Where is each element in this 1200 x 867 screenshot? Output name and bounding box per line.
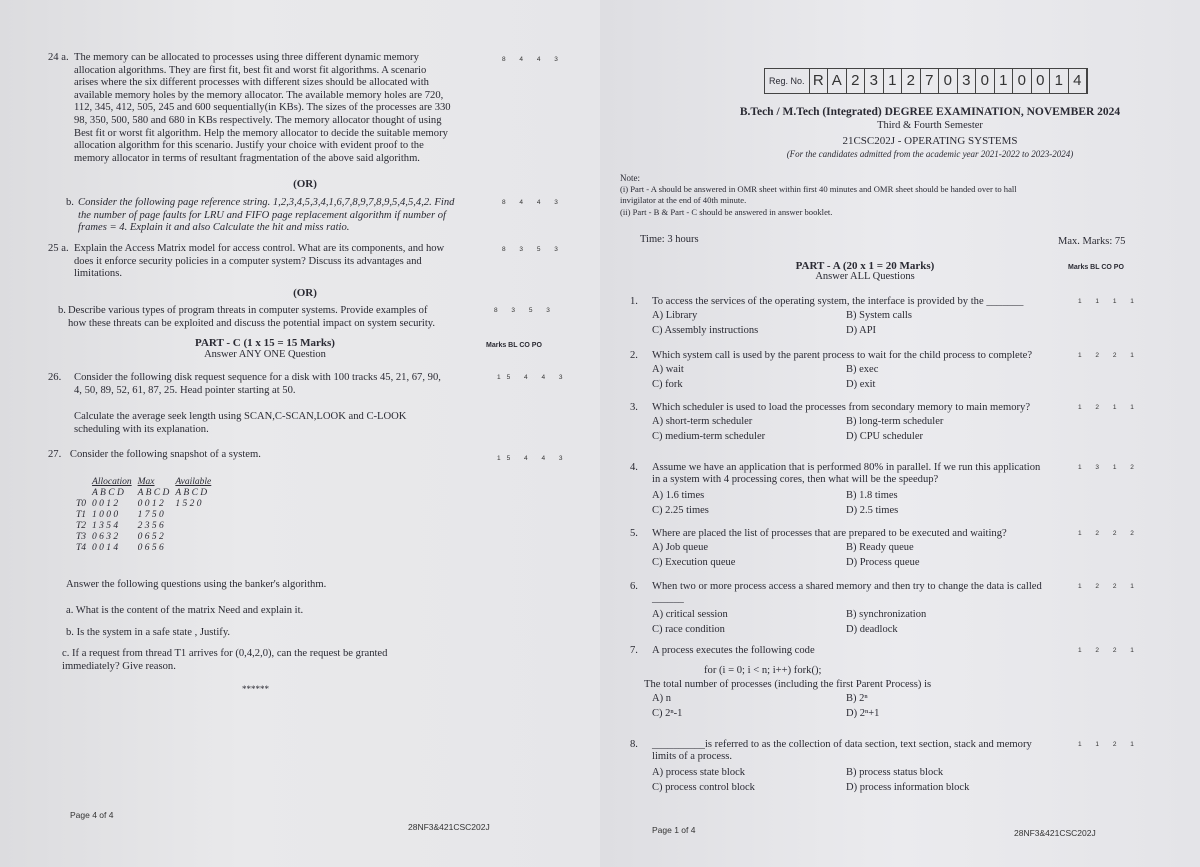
question-text xyxy=(74,52,488,165)
part-a-title: PART - A (20 x 1 = 20 Marks) xyxy=(795,260,935,272)
marks-bl-co-po: 1 2 2 2 xyxy=(1078,530,1140,537)
register-digit-cell: 2 xyxy=(902,69,921,93)
table-row xyxy=(76,510,217,521)
paper-code: 28NF3&421CSC202J xyxy=(408,822,490,832)
table-row xyxy=(76,521,217,532)
question-text: To access the services of the operating system, the interface is provided by the _______ xyxy=(652,296,1024,307)
semester: Third & Fourth Semester xyxy=(877,120,983,131)
sub-question-a: a. What is the content of the matrix Need and explain it. xyxy=(66,605,304,616)
table-cell-avail xyxy=(175,510,217,521)
text-line: scheduling with its explanation. xyxy=(74,423,209,435)
text-line: arises where the six different processes with different sizes should be allocated with xyxy=(74,77,429,89)
register-digit-cell: 1 xyxy=(1050,69,1069,93)
table-cell-alloc: 1 3 5 4 xyxy=(92,521,119,531)
option-b: B) Ready queue xyxy=(846,542,914,553)
question-text: Consider the following snapshot of a system. xyxy=(69,449,261,460)
register-digits xyxy=(810,69,1088,93)
marks-bl-co-po: 15 4 4 3 xyxy=(497,455,569,462)
table-cell-max: 1 7 5 0 xyxy=(137,510,164,520)
note-2: (ii) Part - B & Part - C should be answered in answer booklet. xyxy=(620,207,833,217)
question-number: 2. xyxy=(630,350,638,361)
text-line: how these threats can be exploited and discuss the potential impact on system security. xyxy=(68,317,436,329)
table-cell-avail xyxy=(175,532,217,543)
table-cell-max: 2 3 5 6 xyxy=(137,521,164,531)
table-cell-p: T1 xyxy=(76,510,87,520)
marks-bl-co-po: 1 1 1 1 xyxy=(1078,298,1140,305)
register-digit-cell: 3 xyxy=(958,69,977,93)
table-cell-p: T0 xyxy=(76,499,87,509)
register-digit-cell: R xyxy=(810,69,829,93)
option-a: A) n xyxy=(652,693,671,704)
register-digit-cell: A xyxy=(828,69,847,93)
table-header: Max xyxy=(137,477,155,487)
question-26 xyxy=(48,372,488,436)
note-1-continued: invigilator at the end of 40th minute. xyxy=(620,195,747,205)
course-title: 21CSC202J - OPERATING SYSTEMS xyxy=(842,135,1018,147)
register-number-box xyxy=(764,68,1088,94)
column-headers: Marks BL CO PO xyxy=(486,342,542,349)
text-line: memory allocator in terms of resultant fragmentation of the above said algorithm. xyxy=(74,152,420,164)
option-c: C) medium-term scheduler xyxy=(652,431,766,442)
table-cell-max: 0 6 5 6 xyxy=(137,543,164,553)
option-b: B) long-term scheduler xyxy=(846,416,944,427)
text-line: limitations. xyxy=(74,268,122,280)
option-b: B) exec xyxy=(846,364,879,375)
question-text: Which system call is used by the parent process to wait for the child process to complete? xyxy=(652,350,1033,361)
table-cell-avail xyxy=(175,543,217,554)
option-c: C) 2ⁿ-1 xyxy=(652,708,683,719)
sub-question-c xyxy=(62,648,482,673)
table-cell-max: 0 6 5 2 xyxy=(137,532,164,542)
table-cell-alloc: 1 0 0 0 xyxy=(92,510,119,520)
question-24a xyxy=(48,52,488,165)
table-cell-max: 0 0 1 2 xyxy=(137,499,164,509)
question-text-continued: The total number of processes (including the first Parent Process) is xyxy=(644,679,932,690)
question-text xyxy=(74,243,488,281)
bankers-instruction: Answer the following questions using the banker's algorithm. xyxy=(66,579,327,590)
question-text-continued: ______ xyxy=(652,593,684,604)
exam-title: B.Tech / M.Tech (Integrated) DEGREE EXAMINATION, NOVEMBER 2024 xyxy=(739,106,1121,118)
table-header: Available xyxy=(175,477,212,487)
text-line: Consider the following page reference string. 1,2,3,4,5,3,4,1,6,7,8,9,7,8,9,5,4,5,4,2. Find xyxy=(78,197,455,208)
question-number: 4. xyxy=(630,462,638,473)
register-digit-cell: 0 xyxy=(1013,69,1032,93)
marks-bl-co-po: 1 1 2 1 xyxy=(1078,741,1140,748)
question-text xyxy=(74,372,488,397)
question-text-continued xyxy=(74,411,488,436)
table-header: Allocation xyxy=(92,477,132,487)
text-line: Explain the Access Matrix model for access control. What are its components, and how xyxy=(74,243,445,254)
register-digit-cell: 7 xyxy=(921,69,940,93)
option-a: A) short-term scheduler xyxy=(652,416,753,427)
question-27 xyxy=(48,449,488,462)
end-marker: ****** xyxy=(242,684,269,694)
page-number: Page 1 of 4 xyxy=(652,825,696,835)
snapshot-table xyxy=(76,477,217,554)
register-digit-cell: 2 xyxy=(847,69,866,93)
sub-question-c-line1: c. If a request from thread T1 arrives for (0,4,2,0), can the request be granted xyxy=(62,648,388,659)
question-25b xyxy=(58,305,488,330)
option-d: D) CPU scheduler xyxy=(846,431,923,442)
marks-bl-co-po: 1 2 2 1 xyxy=(1078,583,1140,590)
marks-bl-co-po: 1 2 2 1 xyxy=(1078,352,1140,359)
question-text: Where are placed the list of processes that are prepared to be executed and waiting? xyxy=(652,528,1007,539)
option-b: B) synchronization xyxy=(846,609,927,620)
register-digit-cell: 0 xyxy=(939,69,958,93)
part-a-instruction: Answer ALL Questions xyxy=(815,271,915,282)
paper-code: 28NF3&421CSC202J xyxy=(1014,828,1096,838)
table-cell-alloc: 0 0 1 4 xyxy=(92,543,119,553)
table-row xyxy=(76,543,217,554)
page-number: Page 4 of 4 xyxy=(70,810,114,820)
table-cell-avail: 1 5 2 0 xyxy=(175,499,202,509)
sub-question-b: b. Is the system in a safe state , Justify. xyxy=(66,627,231,638)
option-a: A) Job queue xyxy=(652,542,708,553)
register-digit-cell: 0 xyxy=(976,69,995,93)
table-subheader: A B C D xyxy=(175,488,208,498)
option-c: C) race condition xyxy=(652,624,725,635)
marks-bl-co-po: 1 2 1 1 xyxy=(1078,404,1140,411)
question-number: 26. xyxy=(48,372,62,383)
register-digit-cell: 1 xyxy=(995,69,1014,93)
table-cell-p: T3 xyxy=(76,532,87,542)
question-24b xyxy=(66,197,486,235)
option-d: D) 2ⁿ+1 xyxy=(846,708,880,719)
text-line: allocation algorithms. They are first fit, best fit and worst fit algorithms. A scenario xyxy=(74,64,427,76)
marks-bl-co-po: 8 4 4 3 xyxy=(502,199,564,206)
mcq-question xyxy=(600,645,1200,725)
question-text: When two or more process access a shared memory and then try to change the data is called xyxy=(652,581,1042,592)
mcq-question xyxy=(600,739,1200,819)
question-number: 8. xyxy=(630,739,638,750)
option-d: D) 2.5 times xyxy=(846,505,899,516)
text-line: frames = 4. Explain it and also Calculate the hit and miss ratio. xyxy=(78,222,350,234)
text-line: Calculate the average seek length using SCAN,C-SCAN,LOOK and C-LOOK xyxy=(74,411,407,423)
text-line: allocation algorithm for this scenario. Justify your choice with evident proof to the xyxy=(74,140,424,152)
candidates-note: (For the candidates admitted from the academic year 2021-2022 to 2023-2024) xyxy=(786,149,1074,159)
question-number: 7. xyxy=(630,645,638,656)
table-cell-p: T2 xyxy=(76,521,87,531)
marks-bl-co-po: 1 2 2 1 xyxy=(1078,647,1140,654)
option-c: C) 2.25 times xyxy=(652,505,709,516)
register-digit-cell: 0 xyxy=(1032,69,1051,93)
text-line: Best fit or worst fit algorithm. Help the memory allocator to decide the suitable memory xyxy=(74,127,448,139)
text-line: The memory can be allocated to processes using three different dynamic memory xyxy=(74,52,419,63)
part-c-instruction: Answer ANY ONE Question xyxy=(204,349,326,360)
option-b: B) 1.8 times xyxy=(846,490,898,501)
register-digit-cell: 3 xyxy=(865,69,884,93)
part-c-title: PART - C (1 x 15 = 15 Marks) xyxy=(195,337,335,349)
question-number: b. xyxy=(58,305,66,316)
text-line: 98, 350, 500, 580 and 680 in KBs respectively. The memory allocator thought of using xyxy=(74,114,442,126)
question-text xyxy=(78,197,486,235)
question-text: Which scheduler is used to load the processes from secondary memory to main memory? xyxy=(652,402,1031,413)
note-title: Note: xyxy=(620,173,640,183)
question-25a xyxy=(48,243,488,281)
option-d: D) exit xyxy=(846,379,876,390)
marks-bl-co-po: 15 4 4 3 xyxy=(497,374,569,381)
question-number: 25 a. xyxy=(48,243,69,254)
option-c: C) fork xyxy=(652,379,683,390)
right-page xyxy=(600,0,1200,867)
option-a: A) 1.6 times xyxy=(652,490,705,501)
code-snippet: for (i = 0; i < n; i++) fork(); xyxy=(704,665,822,676)
question-number: 3. xyxy=(630,402,638,413)
marks-bl-co-po: 8 3 5 3 xyxy=(502,246,564,253)
text-line: Consider the following disk request sequence for a disk with 100 tracks 45, 21, 67, 90, xyxy=(74,372,441,383)
or-divider: (OR) xyxy=(293,178,317,190)
table-cell-avail xyxy=(175,521,217,532)
question-number: 6. xyxy=(630,581,638,592)
marks-bl-co-po: 8 4 4 3 xyxy=(502,56,564,63)
table-subheader: A B C D xyxy=(137,488,170,498)
option-d: D) process information block xyxy=(846,782,970,793)
register-number-label: Reg. No. xyxy=(765,69,810,93)
register-digit-cell: 4 xyxy=(1069,69,1088,93)
question-text: A process executes the following code xyxy=(652,645,815,656)
table-cell-alloc: 0 0 1 2 xyxy=(92,499,119,509)
question-number: 1. xyxy=(630,296,638,307)
option-a: A) wait xyxy=(652,364,684,375)
option-d: D) Process queue xyxy=(846,557,920,568)
text-line: 112, 345, 412, 505, 245 and 600 sequentially(in KBs). The sizes of the processes are 330 xyxy=(74,102,451,114)
text-line: Describe various types of program threats in computer systems. Provide examples of xyxy=(68,305,428,316)
table-cell-alloc: 0 6 3 2 xyxy=(92,532,119,542)
table-cell-p: T4 xyxy=(76,543,87,553)
marks-bl-co-po: 1 3 1 2 xyxy=(1078,464,1140,471)
sub-question-c-line2: immediately? Give reason. xyxy=(62,660,176,672)
marks-bl-co-po: 8 3 5 3 xyxy=(494,307,556,314)
max-marks: Max. Marks: 75 xyxy=(1058,236,1126,247)
column-headers: Marks BL CO PO xyxy=(1068,264,1124,271)
question-text: __________is referred to as the collection of data section, text section, stack and memory xyxy=(652,739,1032,750)
question-number: 24 a. xyxy=(48,52,69,63)
time-allowed: Time: 3 hours xyxy=(640,234,699,245)
option-b: B) System calls xyxy=(846,310,912,321)
table-row xyxy=(76,499,217,510)
table-subheader: A B C D xyxy=(92,488,124,498)
question-text xyxy=(68,305,488,330)
option-d: D) deadlock xyxy=(846,624,898,635)
text-line: available memory holes by the memory allocator. The available memory holes are 720, xyxy=(74,89,444,101)
option-a: A) Library xyxy=(652,310,698,321)
question-text: Assume we have an application that is performed 80% in parallel. If we run this application xyxy=(652,462,1041,473)
option-d: D) API xyxy=(846,325,877,336)
or-divider: (OR) xyxy=(293,287,317,299)
question-number: 27. xyxy=(48,449,62,460)
register-digit-cell: 1 xyxy=(884,69,903,93)
text-line: does it enforce security policies in a computer system? Discuss its advantages and xyxy=(74,255,422,267)
text-line: the number of page faults for LRU and FIFO page replacement algorithm if number of xyxy=(78,209,446,221)
option-b: B) process status block xyxy=(846,767,944,778)
option-b: B) 2ⁿ xyxy=(846,693,868,704)
question-text-continued: in a system with 4 processing cores, then what will be the speedup? xyxy=(652,474,939,485)
question-number: b. xyxy=(66,197,74,208)
option-c: C) Assembly instructions xyxy=(652,325,759,336)
option-c: C) Execution queue xyxy=(652,557,736,568)
text-line: 4, 50, 89, 52, 61, 87, 25. Head pointer starting at 50. xyxy=(74,384,296,396)
question-text-continued: limits of a process. xyxy=(652,751,733,762)
note-1: (i) Part - A should be answered in OMR sheet within first 40 minutes and OMR sheet should be handed over to hall xyxy=(620,184,1017,194)
option-c: C) process control block xyxy=(652,782,755,793)
option-a: A) critical session xyxy=(652,609,728,620)
table-row xyxy=(76,532,217,543)
option-a: A) process state block xyxy=(652,767,746,778)
question-number: 5. xyxy=(630,528,638,539)
